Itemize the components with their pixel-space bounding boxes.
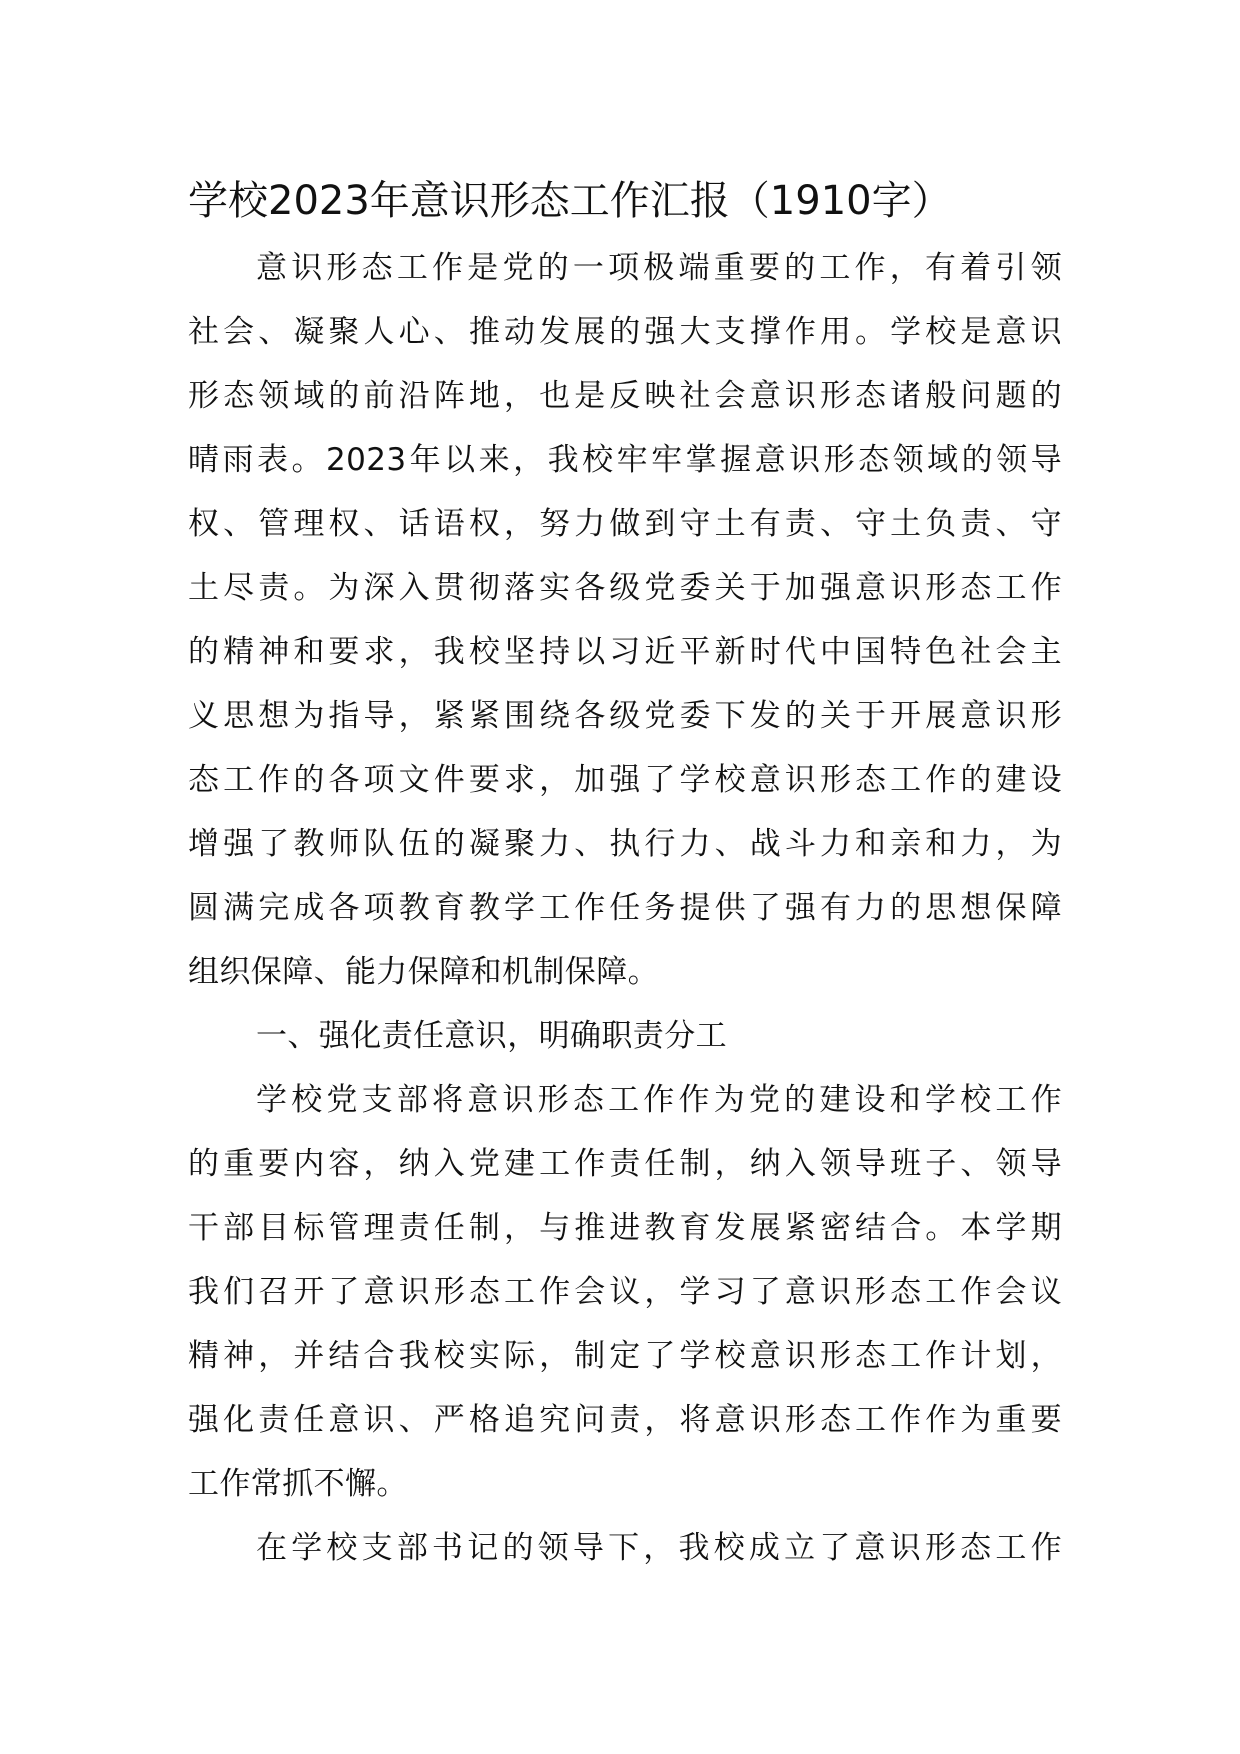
body-line: 学校党支部将意识形态工作作为党的建设和学校工作 — [256, 1082, 1062, 1118]
body-line: 增强了教师队伍的凝聚力、执行力、战斗力和亲和力，为 — [188, 826, 1062, 862]
body-line: 社会、凝聚人心、推动发展的强大支撑作用。学校是意识 — [188, 314, 1062, 350]
body-line: 的精神和要求，我校坚持以习近平新时代中国特色社会主 — [188, 634, 1062, 670]
body-line: 强化责任意识、严格追究问责，将意识形态工作作为重要 — [188, 1402, 1062, 1438]
body-line: 权、管理权、话语权，努力做到守土有责、守土负责、守 — [188, 506, 1062, 542]
body-line: 圆满完成各项教育教学工作任务提供了强有力的思想保障 — [188, 890, 1062, 926]
body-line: 态工作的各项文件要求，加强了学校意识形态工作的建设 — [188, 762, 1062, 798]
body-line: 晴雨表。2023年以来，我校牢牢掌握意识形态领域的领导 — [188, 442, 1062, 478]
body-line: 工作常抓不懈。 — [188, 1466, 408, 1502]
body-line: 意识形态工作是党的一项极端重要的工作，有着引领 — [256, 250, 1062, 286]
body-line: 形态领域的前沿阵地，也是反映社会意识形态诸般问题的 — [188, 378, 1062, 414]
body-line: 义思想为指导，紧紧围绕各级党委下发的关于开展意识形 — [188, 698, 1062, 734]
body-line: 干部目标管理责任制，与推进教育发展紧密结合。本学期 — [188, 1210, 1062, 1246]
body-line: 精神，并结合我校实际，制定了学校意识形态工作计划， — [188, 1338, 1062, 1374]
document-body — [188, 236, 1062, 1580]
body-line: 在学校支部书记的领导下，我校成立了意识形态工作 — [256, 1530, 1062, 1566]
body-line: 的重要内容，纳入党建工作责任制，纳入领导班子、领导 — [188, 1146, 1062, 1182]
body-line: 土尽责。为深入贯彻落实各级党委关于加强意识形态工作 — [188, 570, 1062, 606]
section-heading: 一、强化责任意识，明确职责分工 — [256, 1018, 727, 1054]
body-line: 我们召开了意识形态工作会议，学习了意识形态工作会议 — [188, 1274, 1062, 1310]
body-line: 组织保障、能力保障和机制保障。 — [188, 954, 659, 990]
document-content — [188, 168, 1062, 1580]
document-title: 学校2023年意识形态工作汇报（1910字） — [188, 178, 952, 224]
